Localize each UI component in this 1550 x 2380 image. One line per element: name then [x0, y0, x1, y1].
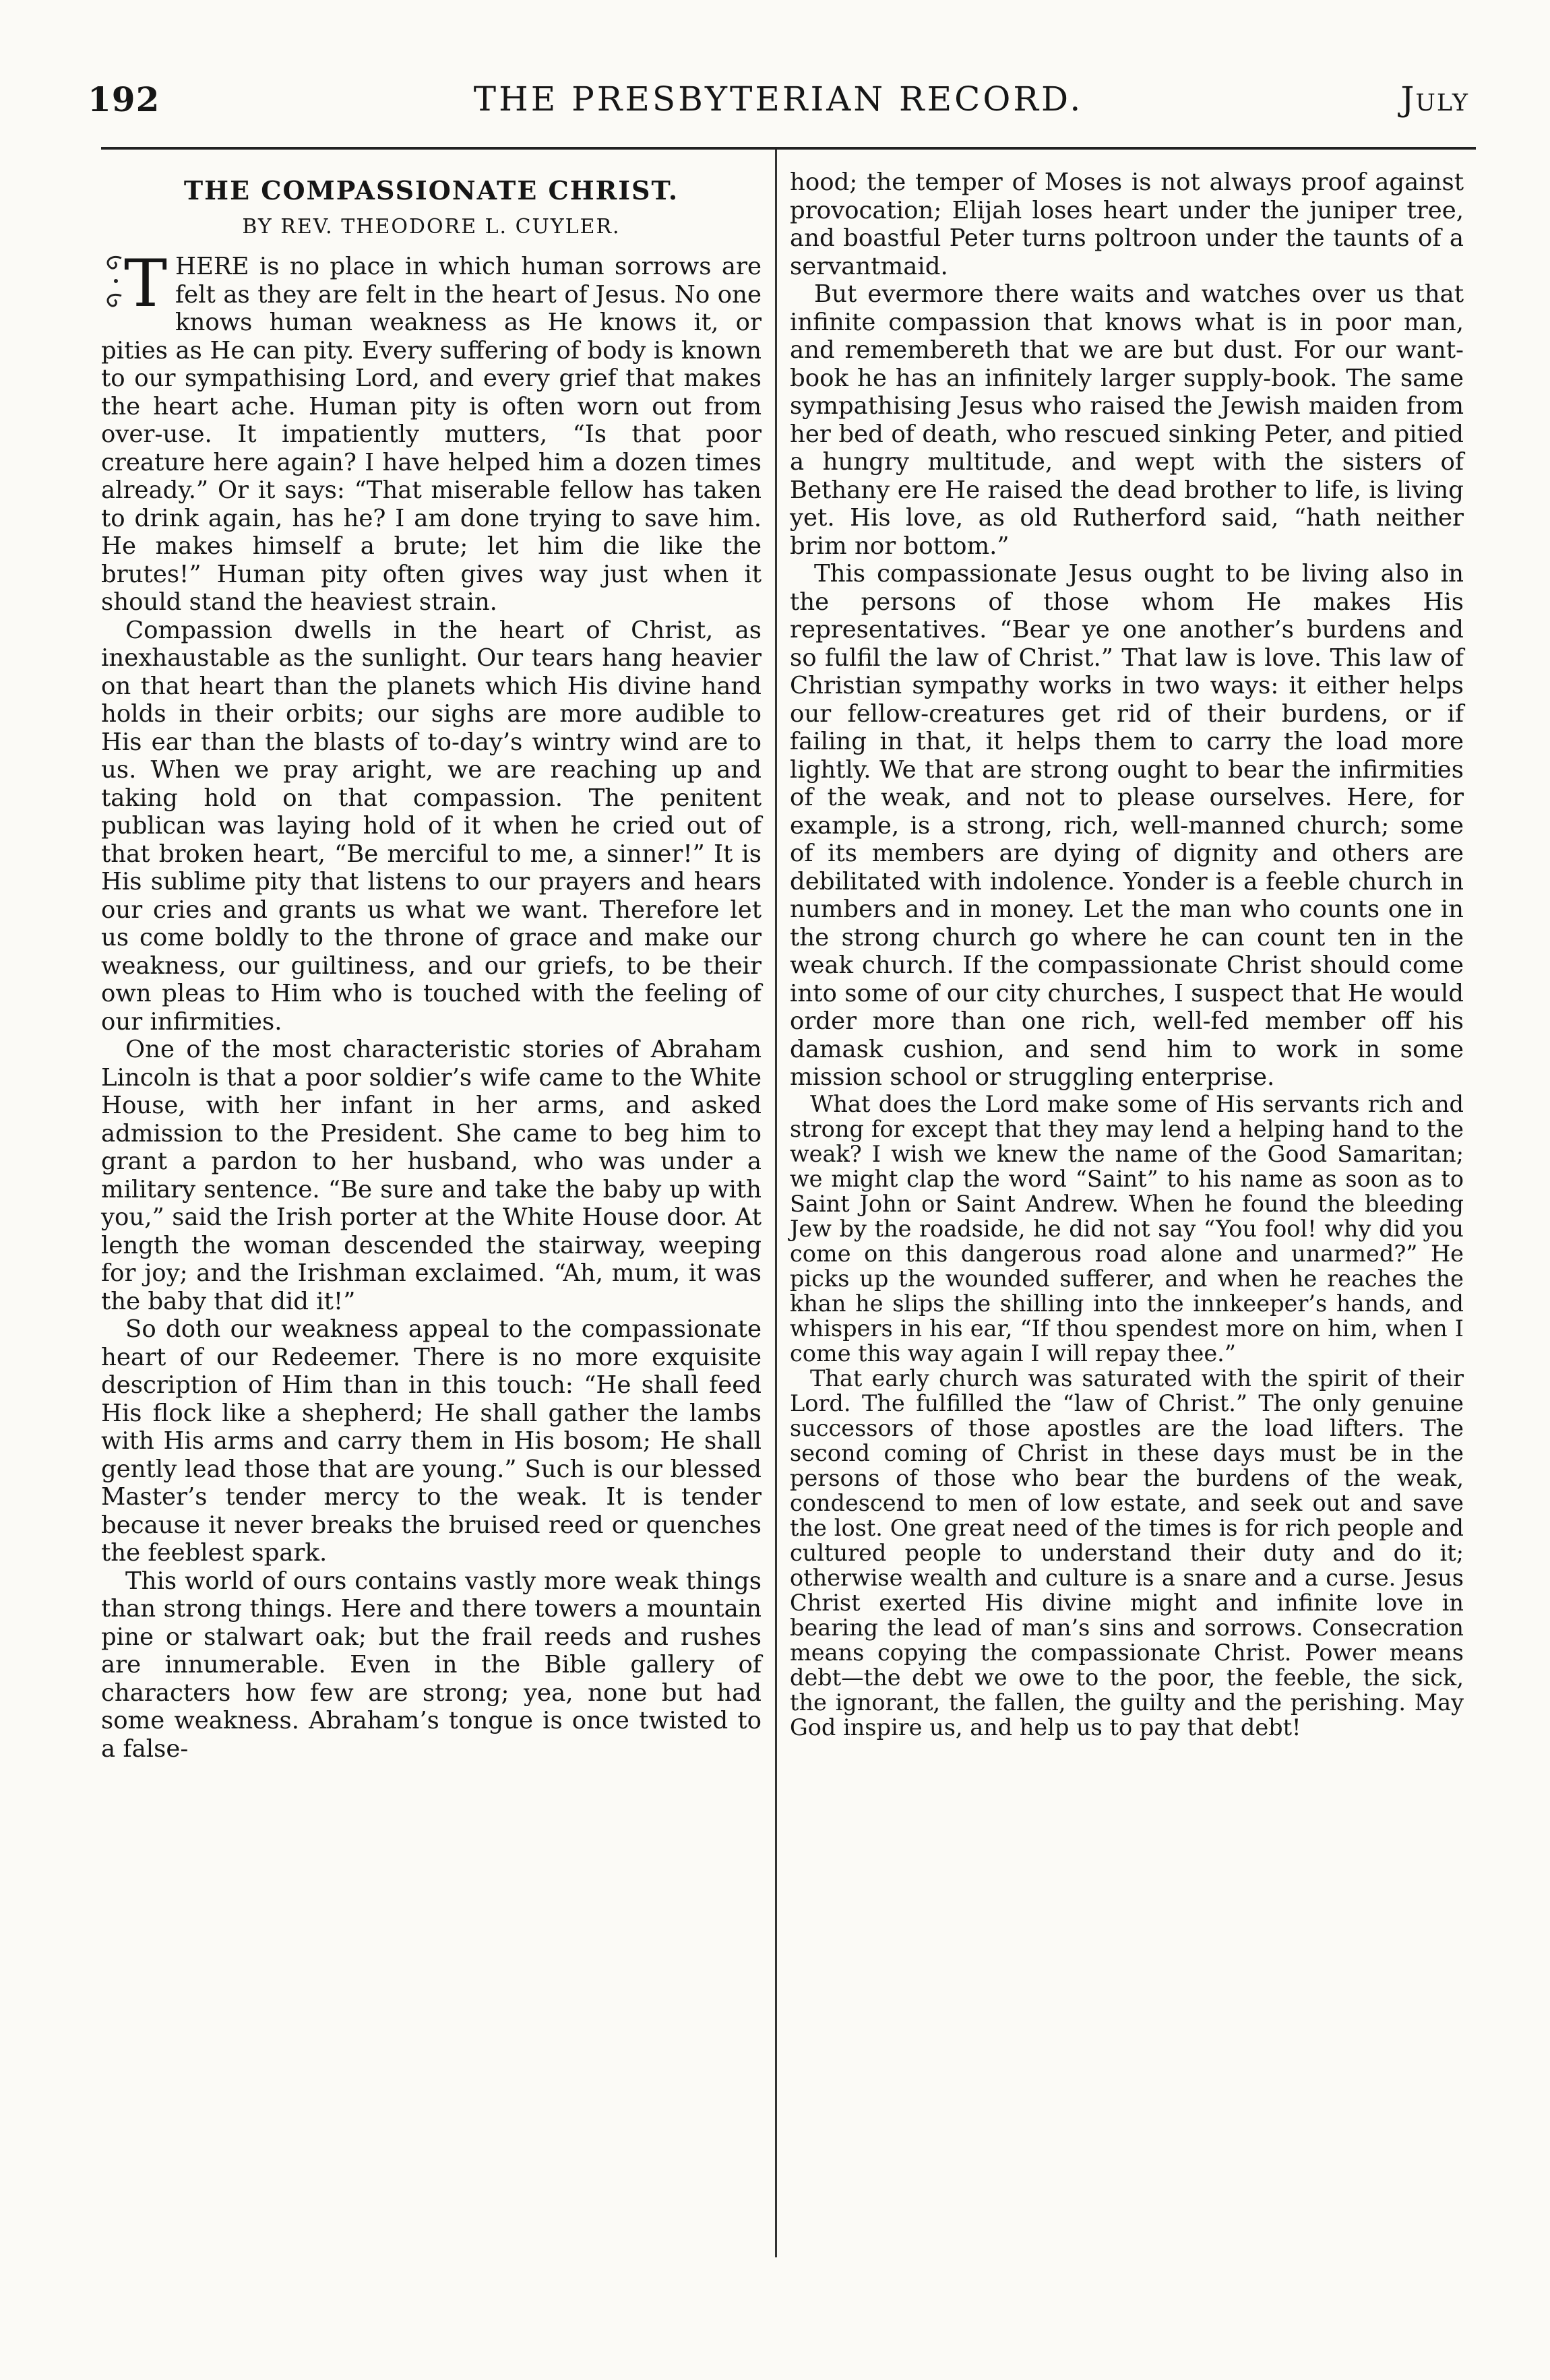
- paragraph-10: That early church was saturated with the spirit of their Lord. The fulfilled the “law of Christ.” The only genuine successors of those apostles are the load lifters. The second coming of Christ in these days must be in the persons of those who bear the burdens of the weak, condescend to men of low estate, and seek out and save the lost. One great need of the times is for rich people and cultured people to understand their duty and do it; otherwise wealth and culture is a snare and a curse. Jesus Christ exerted His divine might and infinite love in bearing the lead of man’s sins and sorrows. Consecration means copying the compassionate Christ. Power means debt—the debt we owe to the poor, the feeble, the sick, the ignorant, the fallen, the guilty and the perishing. May God inspire us, and help us to pay that debt!: [790, 1365, 1464, 1741]
- paragraph-9: What does the Lord make some of His servants rich and strong for except that they may lend a helping hand to the weak? I wish we knew the name of the Good Samaritan; we might clap the word “Saint” to his name as soon as to Saint John or Saint Andrew. When he found the bleeding Jew by the roadside, he did not say “You fool! why did you come on this dangerous road alone and unarmed?” He picks up the wounded sufferer, and when he reaches the khan he slips the shilling into the innkeeper’s hands, and whispers in his ear, “If thou spendest more on him, when I come this way again I will repay thee.”: [790, 1090, 1464, 1367]
- drop-cap: T: [124, 246, 168, 321]
- article-title: THE COMPASSIONATE CHRIST.: [183, 175, 679, 206]
- paragraph-1: [101, 246, 762, 617]
- paragraph-1-text: HERE is no place in which human sorrows are felt as they are felt in the heart of Jesus. No one knows human weakness as He knows it, or pities as He can pity. Every suffering of body is known to our sympathising Lord, and every grief that makes the heart ache. Human pity is often worn out from over-use. It impatiently mutters, “Is that poor creature here again? I have helped him a dozen times already.” Or it says: “That miserable fellow has taken to drink again, has he? I am done trying to save him. He makes himself a brute; let him die like the brutes!” Human pity often gives way just when it should stand the heaviest strain.: [101, 253, 762, 616]
- running-head: [88, 80, 1469, 133]
- paragraph-5: This world of ours contains vastly more weak things than strong things. Here and there towers a mountain pine or stalwart oak; but the frail reeds and rushes are innumerable. Even in the Bible gallery of characters how few are strong; yea, none but had some weakness. Abraham’s tongue is once twisted to a false-: [101, 1567, 762, 1763]
- right-column-lower: [790, 1092, 1464, 1740]
- column-divider: [775, 150, 777, 2257]
- paragraph-4: So doth our weakness appeal to the compassionate heart of our Redeemer. There is no more exquisite description of Him than in this touch: “He shall feed His flock like a shepherd; He shall gather the lambs with His arms and carry them in His bosom; He shall gently lead those that are young.” Such is our blessed Master’s tender mercy to the weak. It is tender because it never breaks the bruised reed or quenches the feeblest spark.: [101, 1315, 762, 1567]
- article-byline: BY REV. THEODORE L. CUYLER.: [242, 214, 621, 239]
- page-number: 192: [88, 80, 160, 119]
- paragraph-2: Compassion dwells in the heart of Christ, as inexhaustable as the sunlight. Our tears hang heavier on that heart than the planets which His divine hand holds in their orbits; our sighs are more audible to His ear than the blasts of to-day’s wintry wind are to us. When we pray aright, we are reaching up and taking hold on that compassion. The penitent publican was laying hold of it when he cried out of that broken heart, “Be merciful to me, a sinner!” It is His sublime pity that listens to our prayers and hears our cries and grants us what we want. Therefore let us come boldly to the throne of grace and make our weakness, our guiltiness, and our griefs, to be their own pleas to Him who is touched with the feeling of our infirmities.: [101, 616, 762, 1036]
- issue-month: July: [1400, 80, 1469, 119]
- header-rule: [101, 147, 1476, 150]
- paragraph-6: hood; the temper of Moses is not always proof against provocation; Elijah loses heart under the juniper tree, and boastful Peter turns poltroon under the taunts of a servantmaid.: [790, 168, 1464, 280]
- paragraph-8: This compassionate Jesus ought to be living also in the persons of those whom He makes His representatives. “Bear ye one another’s burdens and so fulfil the law of Christ.” That law is love. This law of Christian sympathy works in two ways: it either helps our fellow-creatures get rid of their burdens, or if failing in that, it helps them to carry the load more lightly. We that are strong ought to bear the infirmities of the weak, and not to please ourselves. Here, for example, is a strong, rich, well-manned church; some of its members are dying of dignity and others are debilitated with indolence. Yonder is a feeble church in numbers and in money. Let the man who counts one in the strong church go where he can count ten in the weak church. If the compassionate Christ should come into some of our city churches, I suspect that He would order more than one rich, well-fed member off his damask cushion, and send him to work in some mission school or struggling enterprise.: [790, 560, 1464, 1091]
- paragraph-7: But evermore there waits and watches over us that infinite compassion that knows what is in poor man, and remembereth that we are but dust. For our want-book he has an infinitely larger supply-book. The same sympathising Jesus who raised the Jewish maiden from her bed of death, who rescued sinking Peter, and pitied a hungry multitude, and wept with the sisters of Bethany ere He raised the dead brother to life, is living yet. His love, as old Rutherford said, “hath neither brim nor bottom.”: [790, 280, 1464, 560]
- ornament-icon: [101, 253, 124, 309]
- right-column: [790, 168, 1464, 1740]
- journal-title: THE PRESBYTERIAN RECORD.: [473, 80, 1084, 119]
- left-column: [101, 168, 762, 1763]
- paragraph-3: One of the most characteristic stories of Abraham Lincoln is that a poor soldier’s wife came to the White House, with her infant in her arms, and asked admission to the President. She came to beg him to grant a pardon to her husband, who was under a military sentence. “Be sure and take the baby up with you,” said the Irish porter at the White House door. At length the woman descended the stairway, weeping for joy; and the Irishman exclaimed. “Ah, mum, it was the baby that did it!”: [101, 1036, 762, 1315]
